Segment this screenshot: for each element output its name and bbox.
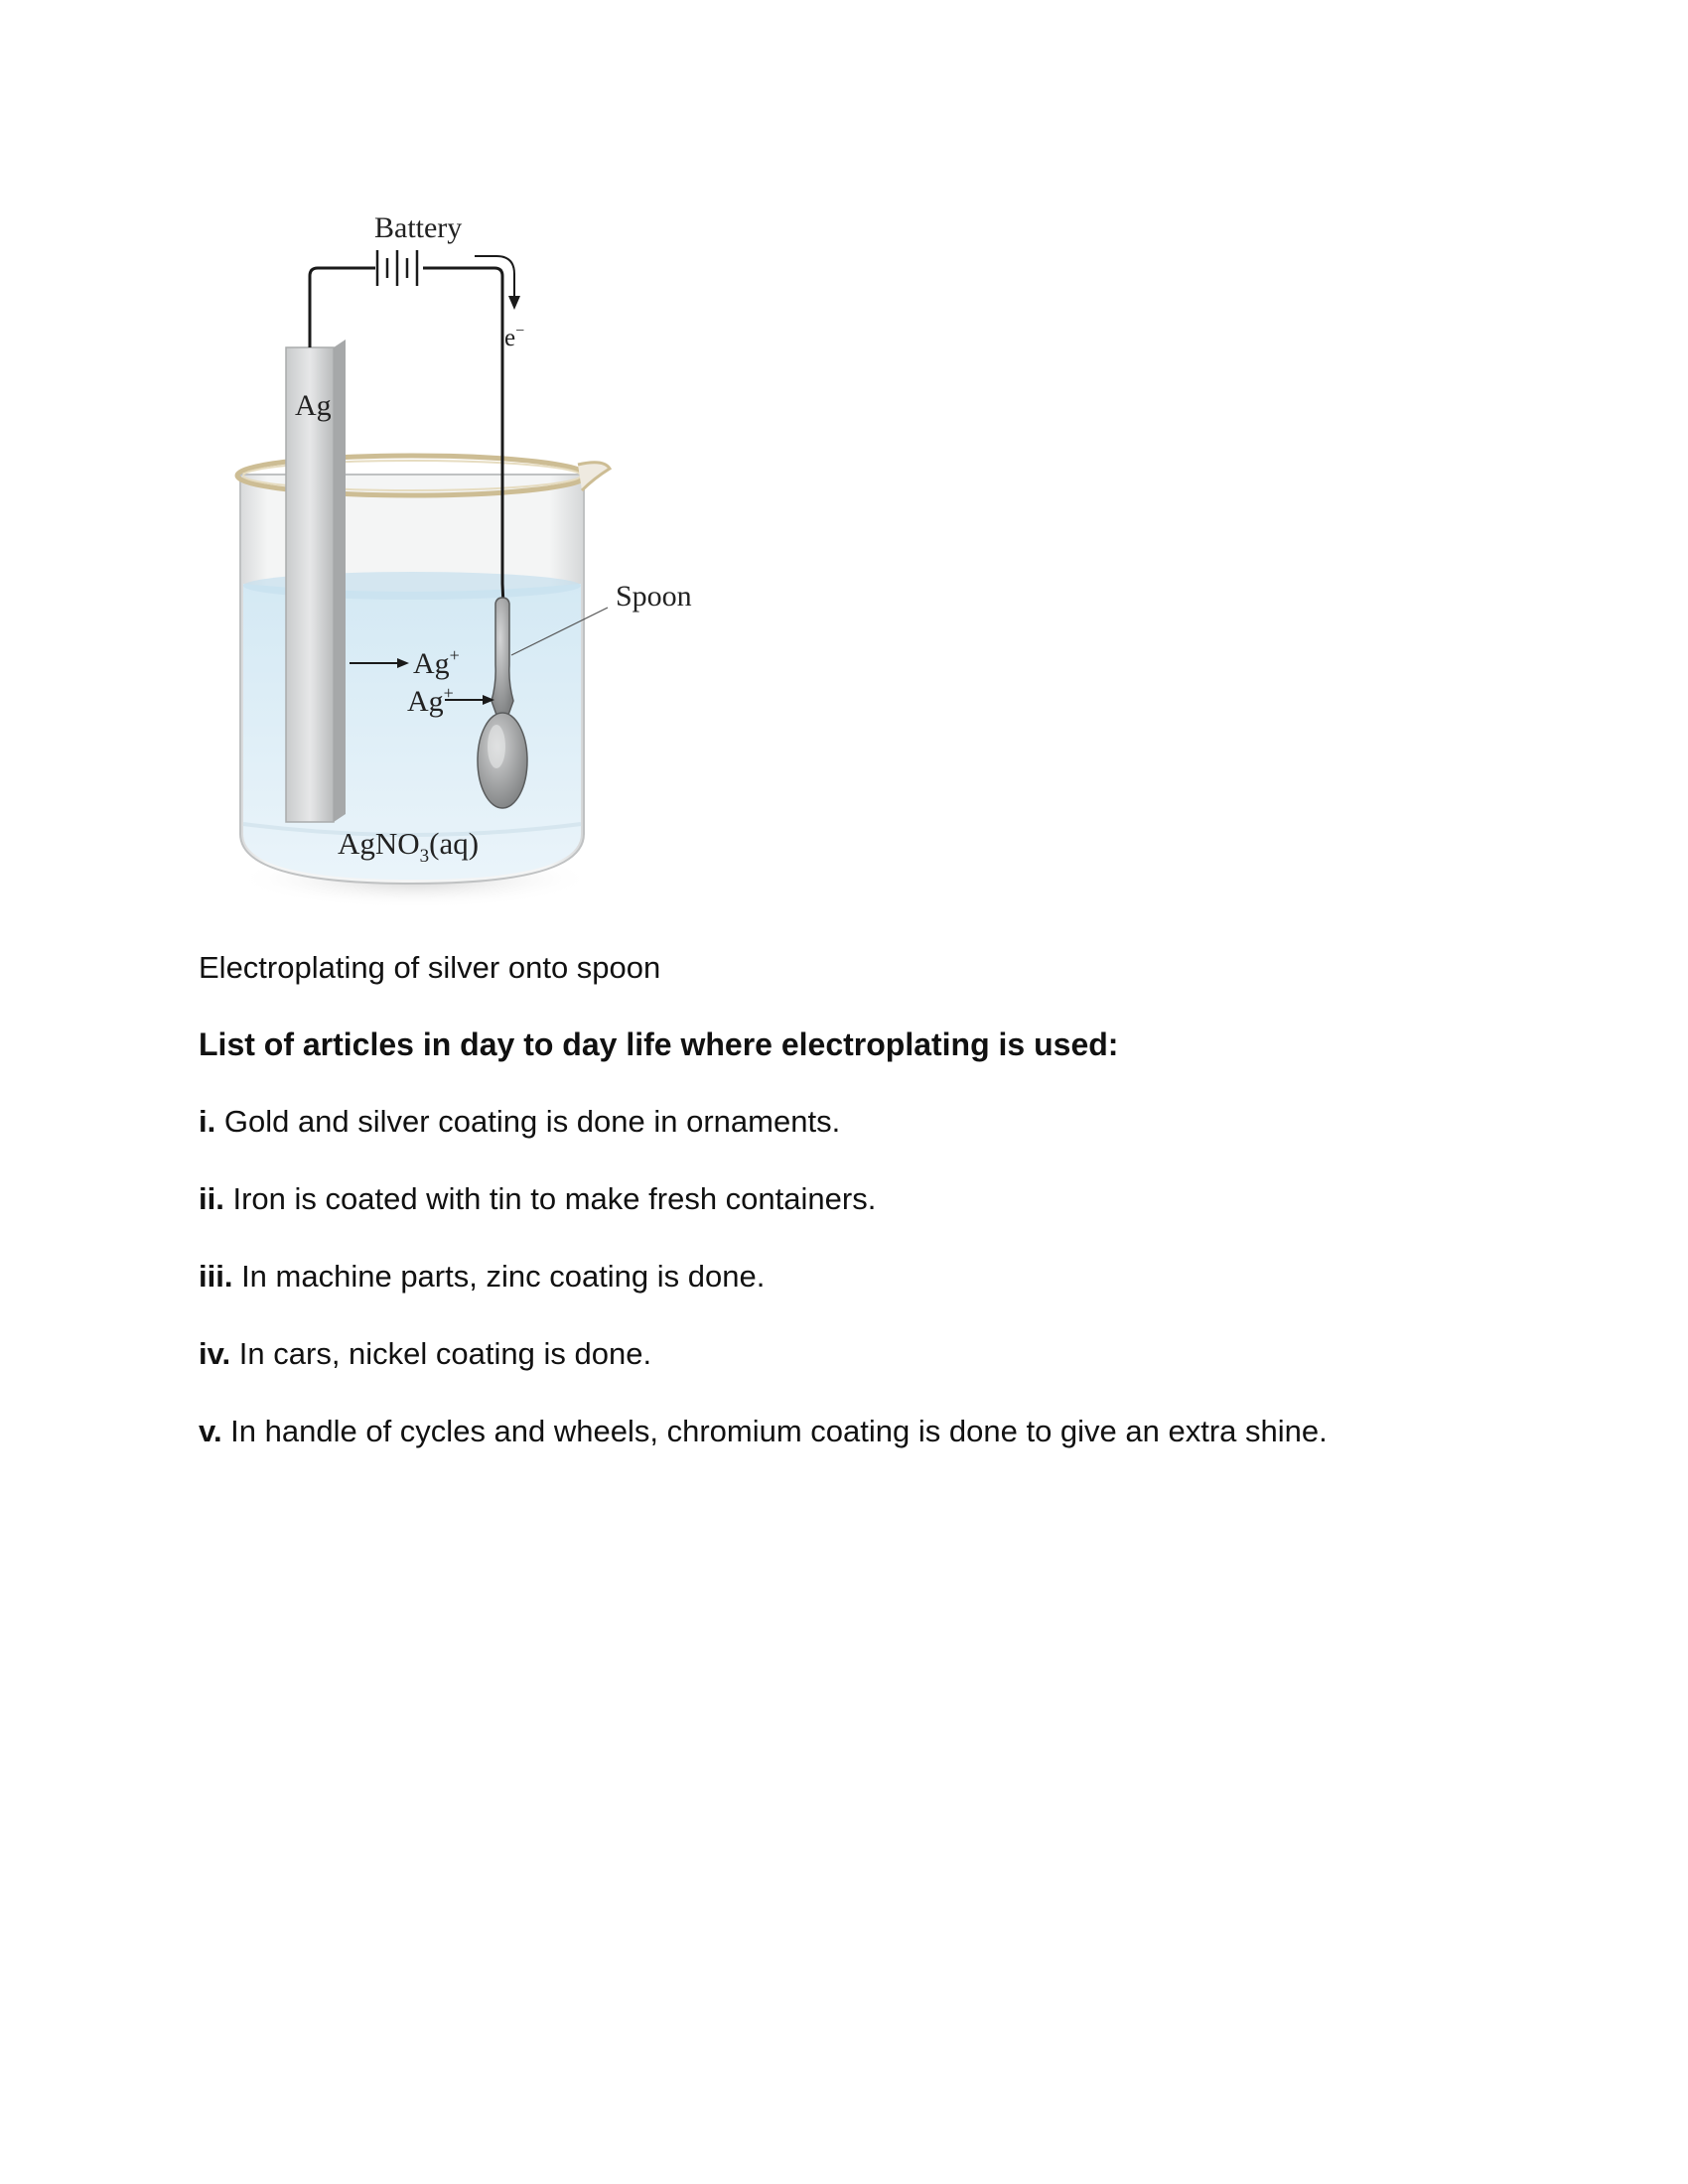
figure-caption: Electroplating of silver onto spoon — [199, 950, 661, 985]
electron-flow-arrow — [475, 256, 514, 300]
left-wire — [310, 268, 375, 347]
list-item-number: i. — [199, 1104, 216, 1139]
list-item — [199, 1257, 1328, 1334]
list-item-number: iv. — [199, 1336, 231, 1371]
list-item — [199, 1179, 1328, 1257]
list-item-number: v. — [199, 1414, 222, 1448]
electron-label: e− — [504, 323, 525, 351]
list-item-text: In handle of cycles and wheels, chromium coating is done to give an extra shine. — [221, 1414, 1328, 1448]
spoon-label: Spoon — [616, 580, 692, 613]
beaker-spout — [578, 463, 610, 490]
list-item-text: Gold and silver coating is done in ornaments. — [215, 1104, 841, 1139]
anode-label: Ag — [295, 389, 332, 422]
list-item — [199, 1102, 1328, 1179]
silver-ion-label-2: Ag+ — [407, 683, 454, 718]
electron-arrowhead — [508, 296, 520, 310]
list-heading: List of articles in day to day life where electroplating is used: — [199, 1026, 1119, 1062]
battery-label: Battery — [374, 211, 463, 244]
list-item — [199, 1412, 1328, 1489]
solution-label: AgNO$_3$(aq) — [338, 826, 480, 867]
list-item-text: Iron is coated with tin to make fresh containers. — [223, 1181, 877, 1216]
silver-ion-label-1: Ag+ — [413, 645, 460, 680]
list-item-number: iii. — [199, 1259, 233, 1294]
list-item-text: In machine parts, zinc coating is done. — [232, 1259, 766, 1294]
electroplating-figure — [199, 199, 725, 913]
list-item — [199, 1334, 1328, 1412]
silver-plate-edge — [334, 340, 346, 822]
list-item-text: In cars, nickel coating is done. — [230, 1336, 652, 1371]
electroplating-uses-list — [199, 1102, 1328, 1489]
electroplating-diagram — [199, 199, 725, 913]
list-item-number: ii. — [199, 1181, 224, 1216]
battery-symbol — [377, 250, 417, 286]
